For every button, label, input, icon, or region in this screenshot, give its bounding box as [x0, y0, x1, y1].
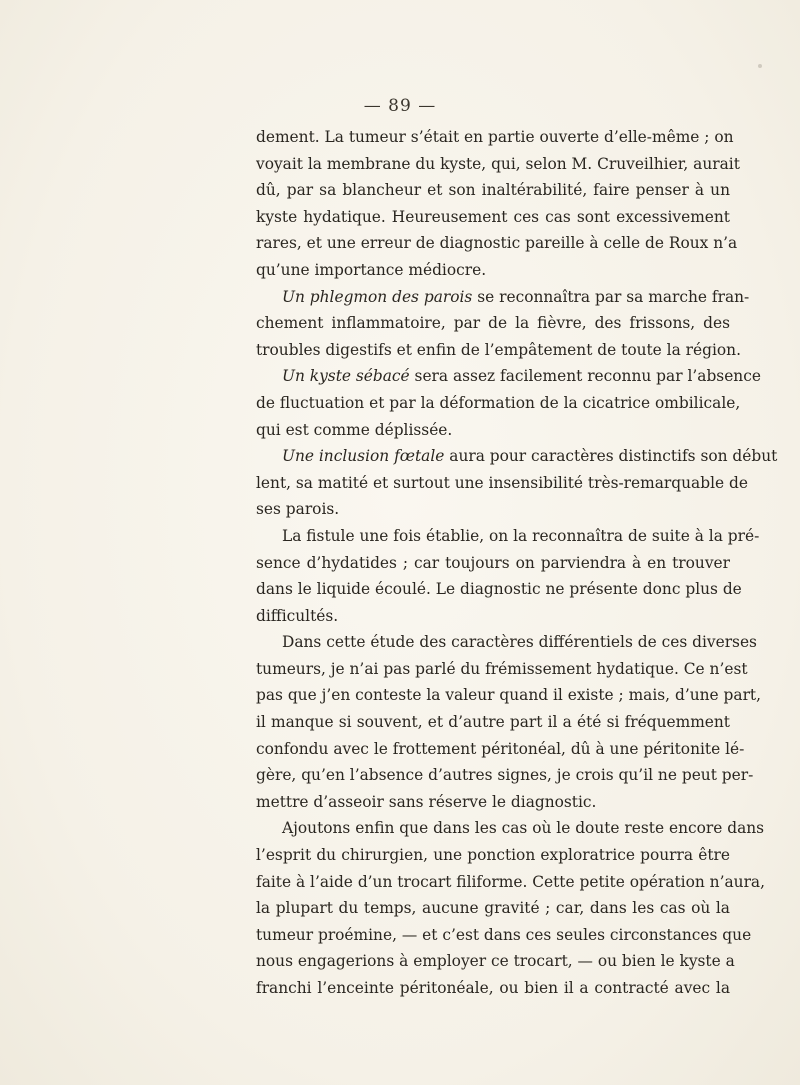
text-line: Dans cette étude des caractères différentiels de ces diverses: [282, 633, 757, 652]
text-line: [256, 363, 761, 390]
italic-term: Un kyste sébacé: [282, 367, 410, 386]
paragraph: [256, 629, 761, 815]
text-line: Ajoutons enfin que dans les cas où le doute reste encore dans: [282, 819, 765, 838]
text-line: voyait la membrane du kyste, qui, selon M. Cruveilhier, aurait: [256, 154, 740, 173]
paragraph: [256, 523, 760, 629]
text-line: l’esprit du chirurgien, une ponction exploratrice pourra être: [256, 846, 730, 865]
text-line: nous engagerions à employer ce trocart, — ou bien le kyste a: [256, 952, 735, 971]
italic-term: Un phlegmon des parois: [282, 287, 473, 306]
text-line: gère, qu’en l’absence d’autres signes, je crois qu’il ne peut per-: [256, 766, 754, 785]
text-line: ses parois.: [256, 500, 340, 519]
text-line: qui est comme déplissée.: [256, 420, 453, 439]
text-line: la plupart du temps, aucune gravité ; car, dans les cas où la: [256, 899, 730, 918]
text-line: franchi l’enceinte péritonéale, ou bien il a contracté avec la: [256, 979, 730, 997]
text-line: difficultés.: [256, 606, 339, 625]
text-line: dement. La tumeur s’était en partie ouverte d’elle-même ; on: [256, 128, 734, 146]
paragraph: [256, 284, 750, 364]
text-line: La fistule une fois établie, on la reconnaîtra de suite à la pré-: [282, 526, 760, 545]
body-text: [256, 124, 778, 1002]
text-line: de fluctuation et par la déformation de la cicatrice ombilicale,: [256, 393, 741, 412]
text-line: tumeurs, je n’ai pas parlé du frémissement hydatique. Ce n’est: [256, 659, 748, 678]
text-line: qu’une importance médiocre.: [256, 260, 487, 279]
text-line: tumeur proémine, — et c’est dans ces seules circonstances que: [256, 925, 752, 944]
text-line: pas que j’en conteste la valeur quand il existe ; mais, d’une part,: [256, 686, 761, 705]
text-line: troubles digestifs et enfin de l’empâtement de toute la région.: [256, 340, 741, 359]
text-line: chement inflammatoire, par de la fièvre, des frissons, des: [256, 314, 730, 333]
paragraph: [256, 124, 740, 284]
text-run: se reconnaîtra par sa marche fran-: [472, 287, 750, 306]
italic-term: Une inclusion fœtale: [282, 447, 445, 466]
page-number: — 89 —: [363, 96, 437, 116]
text-line: kyste hydatique. Heureusement ces cas sont excessivement: [256, 207, 730, 226]
paragraph: [256, 815, 765, 1001]
text-run: aura pour caractères distinctifs son début: [444, 447, 778, 466]
text-line: confondu avec le frottement péritonéal, dû à une péritonite lé-: [256, 739, 745, 758]
text-line: sence d’hydatides ; car toujours on parviendra à en trouver: [256, 553, 730, 572]
text-line: dans le liquide écoulé. Le diagnostic ne présente donc plus de: [256, 580, 742, 599]
text-line: rares, et une erreur de diagnostic pareille à celle de Roux n’a: [256, 234, 738, 253]
text-line: [256, 284, 750, 311]
paragraph: [256, 443, 778, 523]
paragraph: [256, 363, 761, 443]
text-line: il manque si souvent, et d’autre part il a été si fréquemment: [256, 713, 730, 732]
text-line: lent, sa matité et surtout une insensibilité très-remarquable de: [256, 473, 748, 492]
text-line: [256, 443, 778, 470]
text-line: dû, par sa blancheur et son inaltérabilité, faire penser à un: [256, 181, 730, 200]
paper-spot: [758, 64, 762, 68]
text-line: faite à l’aide d’un trocart filiforme. Cette petite opération n’aura,: [256, 872, 765, 891]
text-line: mettre d’asseoir sans réserve le diagnostic.: [256, 792, 597, 811]
text-run: sera assez facilement reconnu par l’absence: [409, 367, 761, 386]
